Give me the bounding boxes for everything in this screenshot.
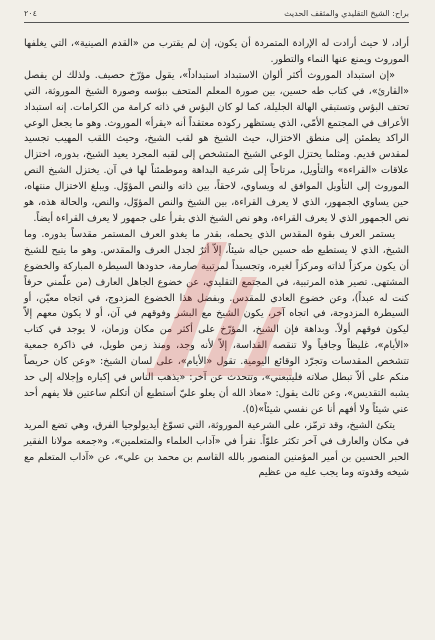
paragraph: أراد، لا حيث أرادت له الإرادة المتمردة أن يكون، إن لم يقترب من «القدم الصينية»، التي يغلفها الموروث ويمنع عنها النماء والتطور. (24, 38, 409, 65)
running-header (24, 6, 409, 23)
page-number: ٢٠٤ (24, 9, 37, 18)
running-title: براح: الشيخ التقليدي والمثقف الحديث (284, 9, 409, 18)
body-text (24, 36, 409, 481)
paragraph: يتكئ الشيخ، وقد ترمّز، على الشرعية الموروثة، التي تسوّغ أيديولوجيا الفرق، وهي تضع المريد في مكان والعارف في آخر تكثر علوّاً. نقرأ في «آداب العلماء والمتعلمين»، و«جمعه مولانا الفقير الحبر الحسين بن أمير المؤمنين المنصور بالله القاسم بن محمد بن علي»، عن «آداب المتعلم مع شيخه وقدوته وما يجب عليه من عظيم (24, 419, 409, 479)
paragraph: «إن استبداد الموروث أكثر ألوان الاستبداد استبداداً»، يقول مؤرّخ حصيف. ولذلك لن يفصل «القارئ»، في كتاب طه حسين، بين صورة المعلم المتحف ببؤسه وصورة الشيخ الموروثة، التي تحتف البؤس وتستبقي الهالة الجليلة، كما لو كان البؤس في ذاته كرامة من الكرامات. إنه استبداد الأعراف في المجتمع الأمّي، الذي يستظهر ركوده معتقداً أنه «يقرأ» الموروث. وهو ما يجعل الوعي الراكد يطمئن إلى منطق الاختزال، حيث الشيخ هو لقب الشيخ، وحيث اللقب المهيب تجسيد لمقدس قديم. ومثلما يختزل الوعي الشيخ المتشخص إلى لقبه المجرد يعيد الشيخ، بدوره، اختزال علاقات «القراءة» والتأويل، مرتاحاً إلى شرعية البداهة وموطمئناً لها في آن. يختزل الشيخ النص الموروث إلى التأويل الموافق له ويساوي، لاحقاً، بين ذاته والنص المؤوّل. ويبلغ الاختزال منتهاه، حين يساوي الجمهور، الذي لا يعرف القراءة، بين الشيخ والنص المؤوّل، والنص، والحالة هذه، هو نص الجمهور الذي لا يعرف القراءة، وهو نص الشيخ الذي يقرأ على جمهور لا يعرف القراءة أيضاً. (24, 69, 409, 224)
paragraph: يستمر العرف بقوة المقدس الذي يحمله، بقدر ما يغدو العرف المستمر مقدساً بدوره. وما الشيخ، الذي لا يستطيع طه حسين حياله شيئاً، إلاّ أثرٌ لجدل العرف والمقدس. وهو ما يتيح للشيخ أن يكون مركزاً لذاته ومركزاً لغيره، وتجسيداً لمرتبية صارمة، حدودها السيطرة المباركة والخضوع المشتهى. تصير هذه المرتبية، في المجتمع التقليدي، عن خضوع الجاهل العارف (من علّمني حرفاً كنت له عبداً)، وعن خضوع العادي للمقدس. وبفضل هذا الخضوع المزدوج، في اتجاه معيّن، أو السيطرة المزدوجة، في اتجاه آخر، يكون الشيخ مع البشر وفوقهم في آن، أو لا يكون معهم إلاّ ليكون فوقهم أولاً. وبداهة فإن الشيخ، المؤرّخ على أكثر من مكان وزمان، لا يوجد في كتاب «الأيام»، غليظاً وجافياً ولا تنقصه القداسة، إلاّ لأنه وجد، ومنذ زمن طويل، في ذاكرة جمعية تتشخص المقدسات وتجرّد الوقائع اليومية. تقول «الأيام»، على لسان الشيخ: «وعن كان حريصاً منكم على ألاّ تبطل صلاته فليتبعني»، وتتحدث عن آخر: «يذهب الناس في إكباره وإجلاله إلى حد يشبه التقديس»، وعن ثالث يقول: «معاذ الله أن يعلو عليّ أستطيع أن أتكلم ساعتين فلا يفهم أحد عني شيئاً ولا أفهم أنا عن نفسي شيئاً»(٥). (24, 228, 409, 415)
